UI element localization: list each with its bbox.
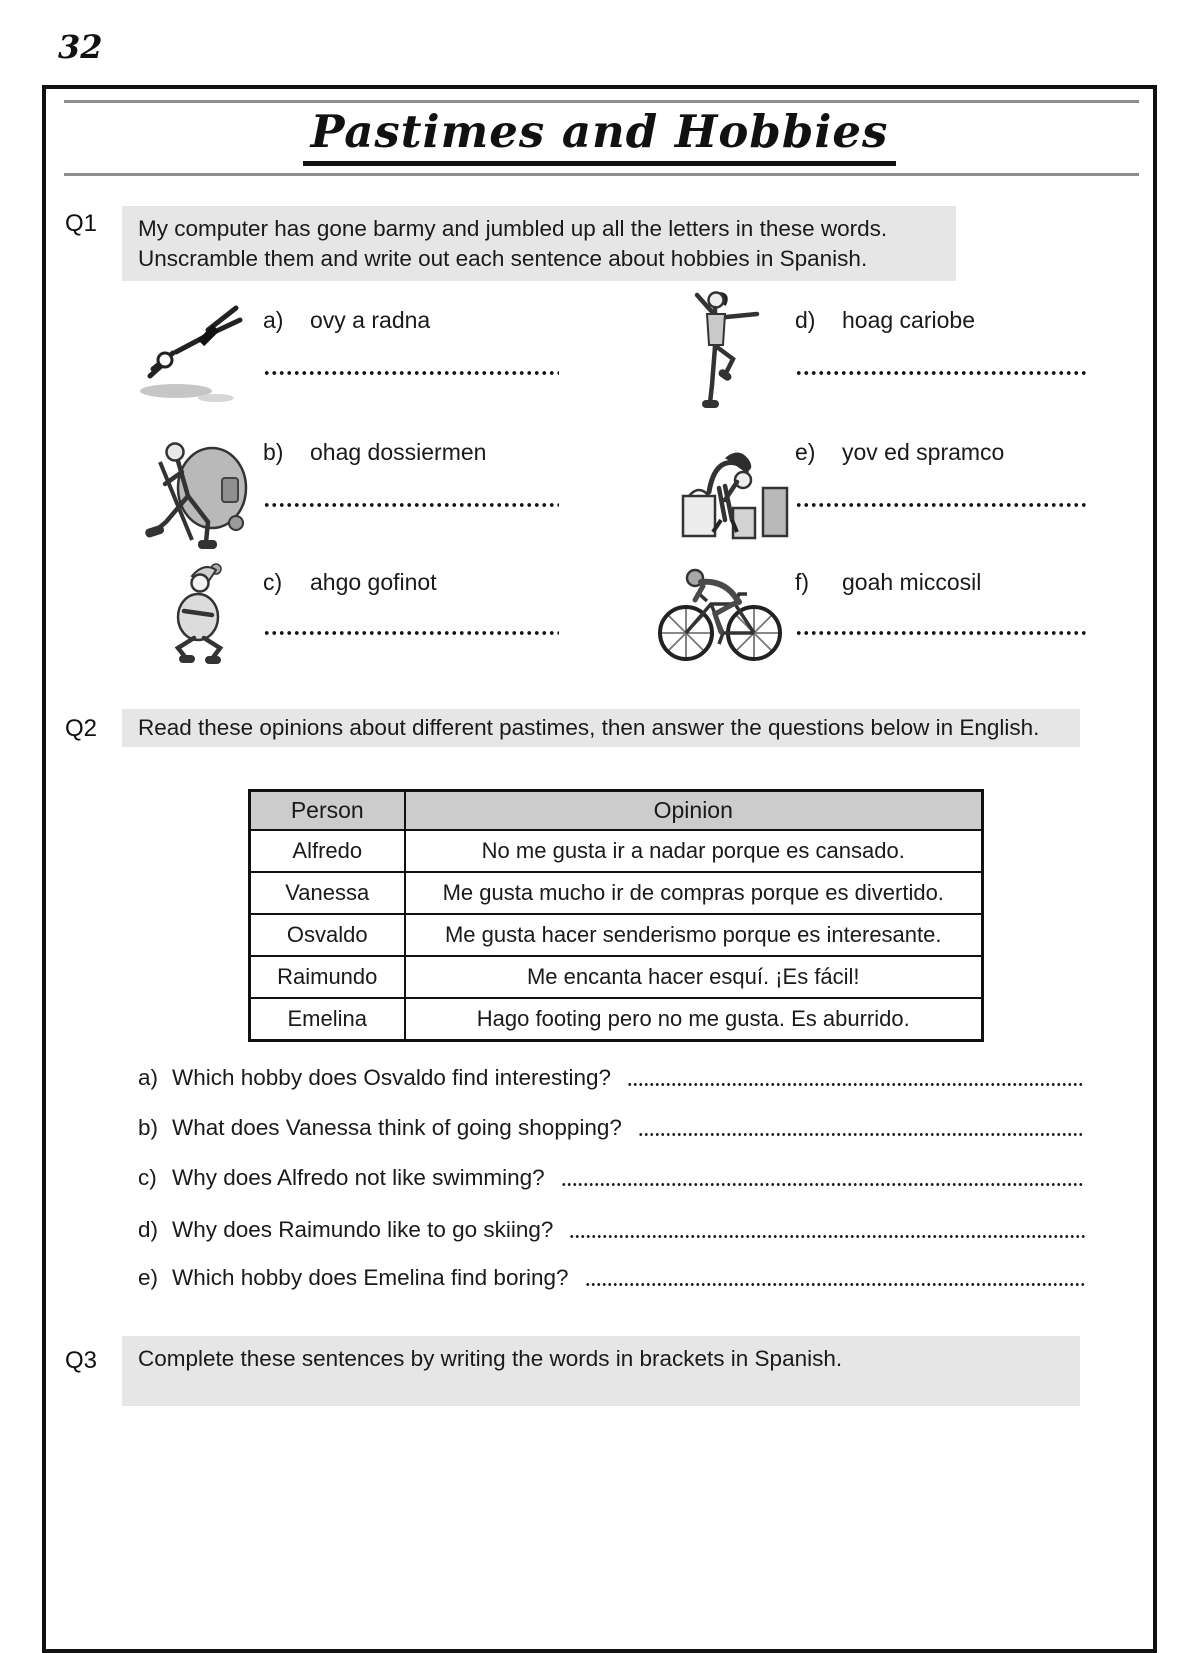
q2-label: Q2 [65,715,98,742]
page-title: Pastimes and Hobbies [303,105,897,166]
title-top-rule [64,100,1139,103]
q1-answer-line-a [263,370,559,376]
q1-instruction-line2: Unscramble them and write out each sentence about hobbies in Spanish. [138,245,868,271]
title-wrap [46,105,1153,158]
q2-question-a [138,1065,1085,1091]
q2-question-a-letter: a) [138,1065,159,1090]
q2-question-d-letter: d) [138,1217,159,1242]
q2-question-b [138,1115,1085,1141]
q2-answer-line-a [627,1082,1085,1087]
q2-question-c-letter: c) [138,1165,157,1190]
title-bottom-rule [64,173,1139,176]
opinion-cell: Me gusta hacer senderismo porque es interesante. [405,914,983,956]
diver-icon [136,292,256,404]
q1-item-b [263,439,486,466]
q1-item-a-word: ovy a radna [310,307,431,333]
q1-instruction-box [122,206,956,281]
q2-answer-line-e [585,1282,1086,1287]
aerobics-dancer-icon [673,287,768,412]
q3-label: Q3 [65,1347,98,1374]
q2-question-e [138,1265,1085,1291]
q1-item-c-letter: c) [263,569,283,595]
q1-item-c-word: ahgo gofinot [310,569,437,595]
q1-item-e-word: yov ed spramco [842,439,1005,465]
q1-item-f-word: goah miccosil [842,569,982,595]
q2-question-d [138,1217,1085,1243]
q1-item-b-word: ohag dossiermen [310,439,487,465]
q1-item-c [263,569,437,596]
table-row [250,956,983,998]
q1-answer-line-b [263,502,559,508]
q1-answer-line-e [795,502,1089,508]
q1-item-e-letter: e) [795,439,816,465]
table-row [250,914,983,956]
shopper-icon [675,434,793,549]
q1-label: Q1 [65,210,98,237]
opinion-cell: No me gusta ir a nadar porque es cansado. [405,830,983,872]
q1-item-b-letter: b) [263,439,284,465]
q2-question-d-text: Why does Raimundo like to go skiing? [172,1217,554,1242]
q2-question-c [138,1165,1085,1191]
person-cell: Alfredo [250,830,405,872]
opinion-cell: Me encanta hacer esquí. ¡Es fácil! [405,956,983,998]
opinion-column-header: Opinion [405,791,983,831]
person-cell: Vanessa [250,872,405,914]
person-cell: Raimundo [250,956,405,998]
jogger-icon [158,560,248,666]
q1-instruction-line1: My computer has gone barmy and jumbled up all the letters in these words. [138,216,888,241]
q2-instruction-box: Read these opinions about different pastimes, then answer the questions below in English. [122,709,1080,747]
q2-question-b-text: What does Vanessa think of going shopping? [172,1115,622,1140]
q1-answer-line-c [263,630,559,636]
q1-item-f-letter: f) [795,569,810,595]
table-header-row [250,791,983,831]
q1-answer-line-f [795,630,1089,636]
q1-item-d-word: hoag cariobe [842,307,975,333]
q1-item-e [795,439,1004,466]
person-cell: Emelina [250,998,405,1041]
q1-answer-line-d [795,370,1089,376]
q1-item-d [795,307,975,334]
cyclist-icon [655,556,785,664]
opinion-cell: Me gusta mucho ir de compras porque es divertido. [405,872,983,914]
page-number: 32 [58,28,103,66]
q2-answer-line-c [561,1182,1085,1187]
worksheet-frame [42,85,1157,1653]
q2-question-c-text: Why does Alfredo not like swimming? [172,1165,545,1190]
q2-answer-line-b [638,1132,1085,1137]
q2-answer-line-d [569,1234,1085,1239]
q2-question-e-letter: e) [138,1265,159,1290]
q1-item-a [263,307,430,334]
person-cell: Osvaldo [250,914,405,956]
q3-instruction-box: Complete these sentences by writing the words in brackets in Spanish. [122,1336,1080,1406]
q1-item-d-letter: d) [795,307,816,333]
q2-question-a-text: Which hobby does Osvaldo find interesting? [172,1065,612,1090]
q2-question-b-letter: b) [138,1115,159,1140]
table-row [250,830,983,872]
hiker-icon [138,434,258,560]
opinions-table [248,789,984,1042]
q1-item-f [795,569,981,596]
q1-item-a-letter: a) [263,307,284,333]
person-column-header: Person [250,791,405,831]
table-row [250,998,983,1041]
table-row [250,872,983,914]
opinion-cell: Hago footing pero no me gusta. Es aburrido. [405,998,983,1041]
q2-question-e-text: Which hobby does Emelina find boring? [172,1265,569,1290]
